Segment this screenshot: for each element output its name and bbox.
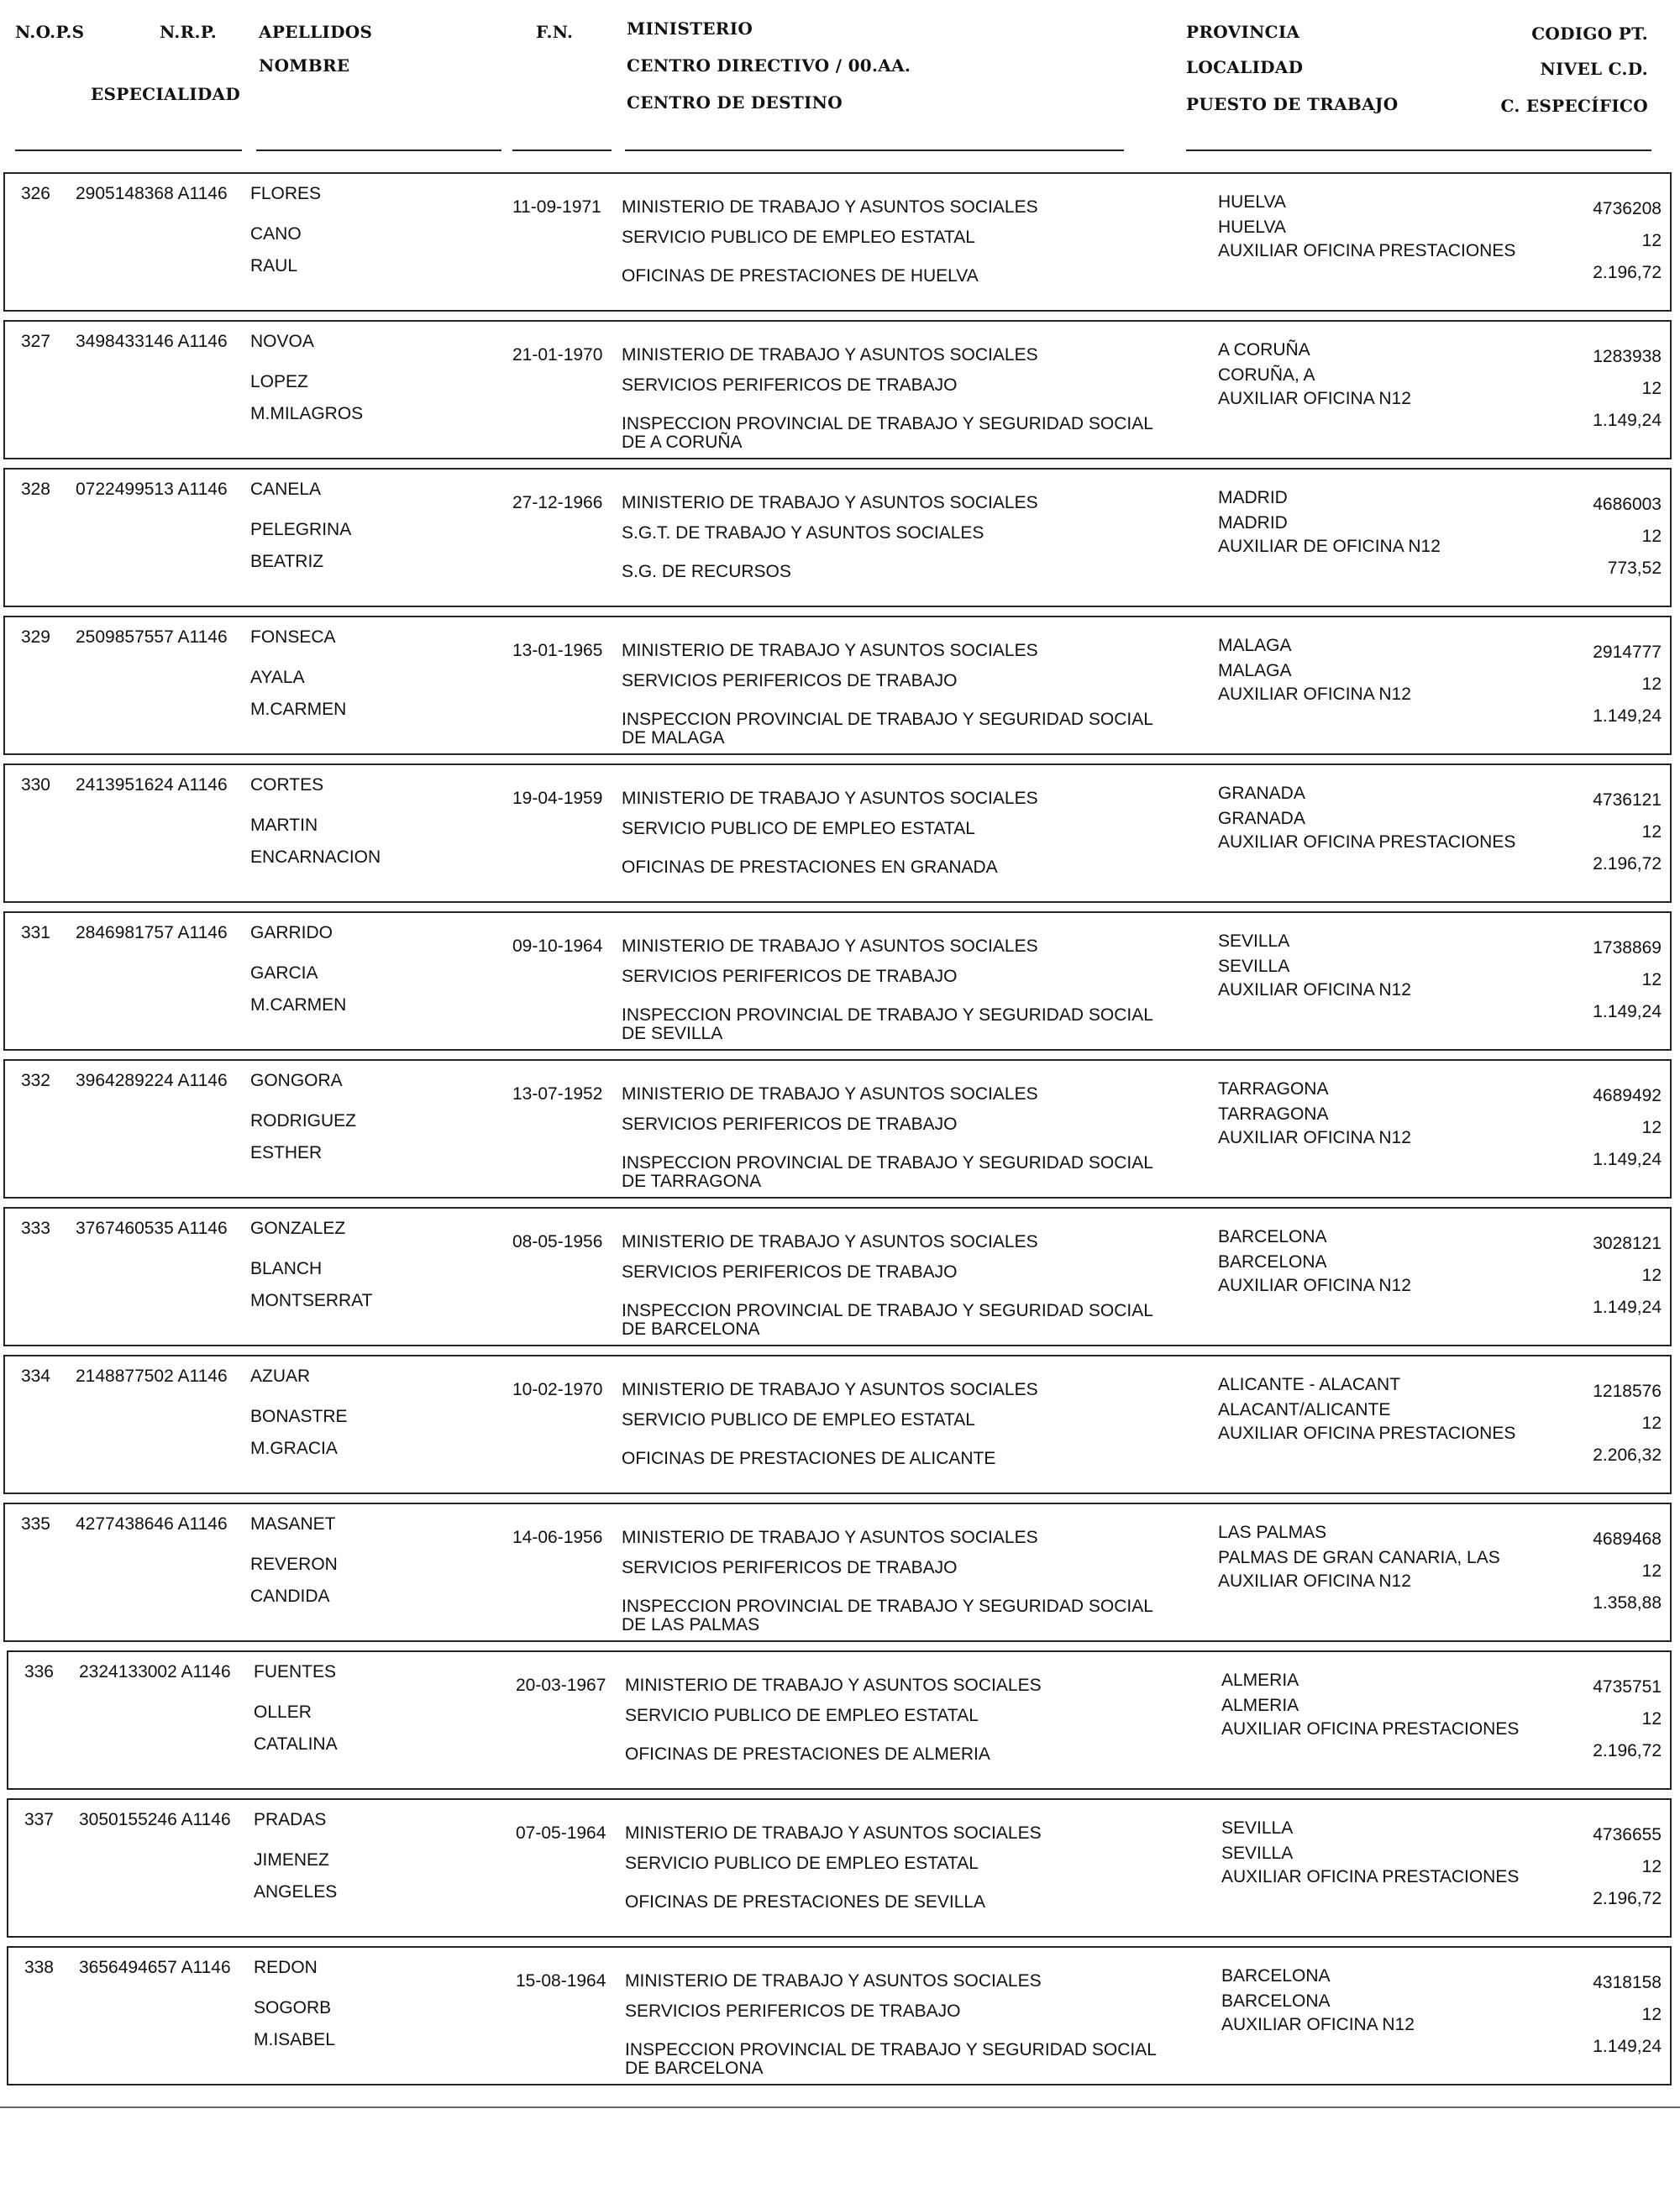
record-ministerio: MINISTERIO DE TRABAJO Y ASUNTOS SOCIALES [622,1084,1038,1104]
record-centro-destino: S.G. DE RECURSOS [622,562,791,581]
record-nops: 333 [20,1219,50,1238]
record-fecha-nacimiento: 21-01-1970 [512,345,603,365]
record-fecha-nacimiento: 09-10-1964 [512,936,603,956]
record-338 [7,1946,1672,2085]
header-codigo: CODIGO PT. [1531,24,1648,44]
record-puesto: AUXILIAR OFICINA PRESTACIONES [1218,832,1516,852]
record-puesto: AUXILIAR OFICINA PRESTACIONES [1218,241,1516,260]
record-fecha-nacimiento: 27-12-1966 [512,493,603,512]
record-nrp: 4277438646 A1146 [76,1514,228,1534]
record-nrp: 3050155246 A1146 [79,1810,231,1829]
record-complemento-especifico: 1.149,24 [1593,2037,1662,2056]
record-329 [3,616,1672,755]
record-centro-directivo: SERVICIO PUBLICO DE EMPLEO ESTATAL [622,228,975,247]
record-nombre: ANGELES [254,1882,338,1902]
record-localidad: ALACANT/ALICANTE [1218,1400,1391,1419]
record-codigo-pt: 4736208 [1593,199,1662,218]
record-336 [7,1650,1672,1790]
record-centro-directivo: SERVICIOS PERIFERICOS DE TRABAJO [622,1262,958,1282]
record-apellido2: AYALA [250,668,305,687]
record-apellido1: NOVOA [250,332,314,351]
record-localidad: TARRAGONA [1218,1104,1329,1124]
record-codigo-pt: 1218576 [1593,1382,1662,1401]
record-centro-destino: OFICINAS DE PRESTACIONES DE ALMERIA [625,1744,990,1764]
record-puesto: AUXILIAR OFICINA N12 [1221,2015,1415,2034]
record-nops: 336 [24,1662,54,1681]
record-apellido2: CANO [250,224,302,244]
record-331 [3,911,1672,1051]
record-localidad: PALMAS DE GRAN CANARIA, LAS [1218,1548,1500,1567]
record-fecha-nacimiento: 13-01-1965 [512,641,603,660]
record-complemento-especifico: 1.149,24 [1593,706,1662,726]
header-rule-apellidos [256,150,501,151]
record-codigo-pt: 2914777 [1593,643,1662,662]
header-especifico: C. ESPECÍFICO [1500,96,1648,116]
record-ministerio: MINISTERIO DE TRABAJO Y ASUNTOS SOCIALES [622,789,1038,808]
record-centro-directivo: SERVICIO PUBLICO DE EMPLEO ESTATAL [625,1706,979,1725]
record-327 [3,320,1672,459]
record-codigo-pt: 1738869 [1593,938,1662,957]
record-nrp: 0722499513 A1146 [76,480,228,499]
record-332 [3,1059,1672,1199]
record-centro-destino-cont: DE TARRAGONA [622,1172,762,1191]
record-centro-directivo: SERVICIO PUBLICO DE EMPLEO ESTATAL [622,1410,975,1430]
record-333 [3,1207,1672,1346]
record-nivel-cd: 12 [1641,1266,1662,1285]
record-nops: 332 [20,1071,50,1090]
record-puesto: AUXILIAR OFICINA N12 [1218,1128,1411,1147]
record-fecha-nacimiento: 07-05-1964 [516,1823,606,1843]
record-nrp: 2905148368 A1146 [76,184,228,203]
record-nivel-cd: 12 [1641,527,1662,546]
record-centro-directivo: SERVICIOS PERIFERICOS DE TRABAJO [622,375,958,395]
record-apellido1: CORTES [250,775,324,795]
record-nrp: 3964289224 A1146 [76,1071,228,1090]
record-provincia: SEVILLA [1218,931,1290,951]
record-nops: 331 [20,923,50,942]
record-centro-directivo: S.G.T. DE TRABAJO Y ASUNTOS SOCIALES [622,523,984,543]
record-puesto: AUXILIAR OFICINA N12 [1218,980,1411,999]
header-puesto: PUESTO DE TRABAJO [1186,94,1399,114]
record-ministerio: MINISTERIO DE TRABAJO Y ASUNTOS SOCIALES [622,493,1038,512]
record-328 [3,468,1672,607]
record-centro-destino-cont: DE LAS PALMAS [622,1615,760,1634]
record-provincia: ALICANTE - ALACANT [1218,1375,1401,1394]
record-centro-directivo: SERVICIO PUBLICO DE EMPLEO ESTATAL [622,819,975,838]
record-fecha-nacimiento: 19-04-1959 [512,789,603,808]
record-centro-destino-cont: DE A CORUÑA [622,433,743,452]
record-centro-destino: INSPECCION PROVINCIAL DE TRABAJO Y SEGURIDAD SOCIAL [622,1597,1153,1616]
record-ministerio: MINISTERIO DE TRABAJO Y ASUNTOS SOCIALES [622,641,1038,660]
record-codigo-pt: 4689492 [1593,1086,1662,1105]
record-localidad: BARCELONA [1221,1991,1331,2011]
record-apellido2: BONASTRE [250,1407,348,1426]
record-nivel-cd: 12 [1641,1709,1662,1729]
record-apellido2: REVERON [250,1555,338,1574]
record-centro-destino-cont: DE MALAGA [622,728,725,748]
record-centro-directivo: SERVICIOS PERIFERICOS DE TRABAJO [622,967,958,986]
record-nombre: ENCARNACION [250,847,381,867]
record-provincia: MADRID [1218,488,1288,507]
record-fecha-nacimiento: 15-08-1964 [516,1971,606,1991]
record-puesto: AUXILIAR OFICINA PRESTACIONES [1218,1424,1516,1443]
record-provincia: TARRAGONA [1218,1079,1329,1099]
record-provincia: BARCELONA [1218,1227,1327,1246]
record-centro-destino: INSPECCION PROVINCIAL DE TRABAJO Y SEGURIDAD SOCIAL [625,2040,1157,2059]
record-ministerio: MINISTERIO DE TRABAJO Y ASUNTOS SOCIALES [622,197,1038,217]
record-ministerio: MINISTERIO DE TRABAJO Y ASUNTOS SOCIALES [622,1528,1038,1547]
record-codigo-pt: 1283938 [1593,347,1662,366]
record-complemento-especifico: 2.196,72 [1593,263,1662,282]
record-fecha-nacimiento: 08-05-1956 [512,1232,603,1251]
record-ministerio: MINISTERIO DE TRABAJO Y ASUNTOS SOCIALES [622,1232,1038,1251]
record-nops: 335 [20,1514,50,1534]
record-ministerio: MINISTERIO DE TRABAJO Y ASUNTOS SOCIALES [625,1676,1042,1695]
record-fecha-nacimiento: 14-06-1956 [512,1528,603,1547]
record-centro-directivo: SERVICIOS PERIFERICOS DE TRABAJO [622,1115,958,1134]
record-centro-destino: OFICINAS DE PRESTACIONES EN GRANADA [622,858,998,877]
header-especialidad: ESPECIALIDAD [91,84,240,104]
record-complemento-especifico: 2.196,72 [1593,854,1662,874]
record-nrp: 3767460535 A1146 [76,1219,228,1238]
header-ministerio: MINISTERIO [627,18,753,39]
record-complemento-especifico: 1.149,24 [1593,411,1662,430]
record-nivel-cd: 12 [1641,1561,1662,1581]
record-apellido1: GONGORA [250,1071,343,1090]
record-nops: 334 [20,1367,50,1386]
header-nivel: NIVEL C.D. [1540,59,1648,79]
record-provincia: LAS PALMAS [1218,1523,1327,1542]
record-apellido2: LOPEZ [250,372,308,391]
record-centro-destino: INSPECCION PROVINCIAL DE TRABAJO Y SEGURIDAD SOCIAL [622,1005,1153,1025]
record-nombre: CATALINA [254,1734,338,1754]
record-nombre: M.ISABEL [254,2030,335,2049]
record-fecha-nacimiento: 13-07-1952 [512,1084,603,1104]
record-centro-directivo: SERVICIOS PERIFERICOS DE TRABAJO [622,1558,958,1577]
record-puesto: AUXILIAR DE OFICINA N12 [1218,537,1441,556]
record-centro-destino: OFICINAS DE PRESTACIONES DE ALICANTE [622,1449,996,1468]
record-localidad: MALAGA [1218,661,1292,680]
record-localidad: GRANADA [1218,809,1305,828]
record-centro-destino-cont: DE SEVILLA [622,1024,723,1043]
record-apellido2: JIMENEZ [254,1850,329,1870]
record-nivel-cd: 12 [1641,231,1662,250]
record-apellido2: PELEGRINA [250,520,352,539]
record-localidad: MADRID [1218,513,1288,533]
record-nrp: 2324133002 A1146 [79,1662,231,1681]
record-localidad: CORUÑA, A [1218,365,1315,385]
record-nops: 328 [20,480,50,499]
header-fn: F.N. [536,22,574,42]
record-nombre: M.MILAGROS [250,404,364,423]
record-puesto: AUXILIAR OFICINA N12 [1218,389,1411,408]
header-centro-directivo: CENTRO DIRECTIVO / 00.AA. [627,55,911,76]
record-centro-destino: INSPECCION PROVINCIAL DE TRABAJO Y SEGURIDAD SOCIAL [622,414,1153,433]
record-nrp: 2846981757 A1146 [76,923,228,942]
record-provincia: SEVILLA [1221,1818,1294,1838]
record-localidad: HUELVA [1218,218,1286,237]
record-nrp: 2413951624 A1146 [76,775,228,795]
record-centro-destino-cont: DE BARCELONA [622,1319,760,1339]
record-apellido1: FLORES [250,184,322,203]
record-nops: 338 [24,1958,54,1977]
record-apellido2: BLANCH [250,1259,323,1278]
record-puesto: AUXILIAR OFICINA PRESTACIONES [1221,1867,1520,1886]
record-nrp: 2509857557 A1146 [76,627,228,647]
record-centro-destino-cont: DE BARCELONA [625,2059,764,2078]
record-nivel-cd: 12 [1641,1414,1662,1433]
record-complemento-especifico: 1.149,24 [1593,1150,1662,1169]
record-nops: 327 [20,332,50,351]
record-335 [3,1503,1672,1642]
record-nombre: ESTHER [250,1143,323,1162]
record-nivel-cd: 12 [1641,379,1662,398]
record-nivel-cd: 12 [1641,674,1662,694]
record-apellido1: REDON [254,1958,318,1977]
header-rule-ministerio [625,150,1124,151]
record-puesto: AUXILIAR OFICINA N12 [1218,1276,1411,1295]
record-codigo-pt: 4686003 [1593,495,1662,514]
record-localidad: SEVILLA [1218,957,1290,976]
record-ministerio: MINISTERIO DE TRABAJO Y ASUNTOS SOCIALES [625,1971,1042,1991]
record-nrp: 3656494657 A1146 [79,1958,231,1977]
header-nops: N.O.P.S [15,22,85,42]
record-apellido1: FONSECA [250,627,336,647]
record-provincia: GRANADA [1218,784,1305,803]
record-apellido1: FUENTES [254,1662,337,1681]
header-localidad: LOCALIDAD [1186,57,1304,77]
record-centro-directivo: SERVICIO PUBLICO DE EMPLEO ESTATAL [625,1854,979,1873]
record-fecha-nacimiento: 20-03-1967 [516,1676,606,1695]
record-nops: 326 [20,184,50,203]
header-rule-provincia [1186,150,1651,151]
record-nombre: MONTSERRAT [250,1291,373,1310]
header-nombre: NOMBRE [259,55,350,76]
record-puesto: AUXILIAR OFICINA N12 [1218,685,1411,704]
record-codigo-pt: 4735751 [1593,1677,1662,1697]
record-fecha-nacimiento: 11-09-1971 [512,197,601,217]
record-nivel-cd: 12 [1641,1118,1662,1137]
record-nops: 330 [20,775,50,795]
record-334 [3,1355,1672,1494]
record-nrp: 2148877502 A1146 [76,1367,228,1386]
record-puesto: AUXILIAR OFICINA N12 [1218,1571,1411,1591]
record-apellido2: SOGORB [254,1998,332,2017]
record-apellido2: GARCIA [250,963,318,983]
record-326 [3,172,1672,312]
record-centro-directivo: SERVICIOS PERIFERICOS DE TRABAJO [625,2002,961,2021]
record-ministerio: MINISTERIO DE TRABAJO Y ASUNTOS SOCIALES [625,1823,1042,1843]
record-330 [3,763,1672,903]
record-apellido1: GARRIDO [250,923,333,942]
record-codigo-pt: 4318158 [1593,1973,1662,1992]
record-localidad: ALMERIA [1221,1696,1299,1715]
record-nivel-cd: 12 [1641,970,1662,989]
record-337 [7,1798,1672,1938]
record-ministerio: MINISTERIO DE TRABAJO Y ASUNTOS SOCIALES [622,1380,1038,1399]
record-centro-destino: INSPECCION PROVINCIAL DE TRABAJO Y SEGURIDAD SOCIAL [622,710,1153,729]
record-nops: 337 [24,1810,54,1829]
record-nombre: CANDIDA [250,1587,330,1606]
record-complemento-especifico: 2.196,72 [1593,1741,1662,1760]
record-provincia: HUELVA [1218,192,1286,212]
record-centro-destino: OFICINAS DE PRESTACIONES DE SEVILLA [625,1892,986,1912]
record-codigo-pt: 3028121 [1593,1234,1662,1253]
record-fecha-nacimiento: 10-02-1970 [512,1380,603,1399]
header-nrp: N.R.P. [160,22,218,42]
header-rule-fn [512,150,612,151]
record-nivel-cd: 12 [1641,2005,1662,2024]
record-complemento-especifico: 2.196,72 [1593,1889,1662,1908]
record-codigo-pt: 4689468 [1593,1529,1662,1549]
record-centro-destino: INSPECCION PROVINCIAL DE TRABAJO Y SEGURIDAD SOCIAL [622,1301,1153,1320]
record-codigo-pt: 4736655 [1593,1825,1662,1844]
record-nombre: M.CARMEN [250,995,347,1015]
record-apellido1: AZUAR [250,1367,311,1386]
record-complemento-especifico: 773,52 [1607,559,1662,578]
record-provincia: BARCELONA [1221,1966,1331,1986]
record-apellido2: RODRIGUEZ [250,1111,356,1131]
record-apellido2: MARTIN [250,816,318,835]
header-apellidos: APELLIDOS [259,22,373,42]
record-provincia: A CORUÑA [1218,340,1310,359]
record-nops: 329 [20,627,50,647]
record-complemento-especifico: 1.149,24 [1593,1002,1662,1021]
record-puesto: AUXILIAR OFICINA PRESTACIONES [1221,1719,1520,1739]
header-centro-destino: CENTRO DE DESTINO [627,92,843,113]
header-rule-nops [15,150,242,151]
record-complemento-especifico: 1.358,88 [1593,1593,1662,1613]
record-complemento-especifico: 2.206,32 [1593,1445,1662,1465]
record-apellido1: GONZALEZ [250,1219,346,1238]
record-apellido1: CANELA [250,480,322,499]
record-nombre: M.GRACIA [250,1439,338,1458]
record-nombre: M.CARMEN [250,700,347,719]
record-localidad: BARCELONA [1218,1252,1327,1272]
record-nombre: BEATRIZ [250,552,324,571]
record-codigo-pt: 4736121 [1593,790,1662,810]
page-bottom-rule [0,2106,1680,2108]
record-centro-directivo: SERVICIOS PERIFERICOS DE TRABAJO [622,671,958,690]
record-complemento-especifico: 1.149,24 [1593,1298,1662,1317]
record-localidad: SEVILLA [1221,1844,1294,1863]
record-nrp: 3498433146 A1146 [76,332,228,351]
record-apellido1: MASANET [250,1514,336,1534]
record-ministerio: MINISTERIO DE TRABAJO Y ASUNTOS SOCIALES [622,345,1038,365]
record-apellido1: PRADAS [254,1810,327,1829]
record-apellido2: OLLER [254,1702,312,1722]
record-nivel-cd: 12 [1641,1857,1662,1876]
record-provincia: MALAGA [1218,636,1292,655]
record-nivel-cd: 12 [1641,822,1662,842]
record-nombre: RAUL [250,256,298,275]
record-centro-destino: OFICINAS DE PRESTACIONES DE HUELVA [622,266,979,286]
record-ministerio: MINISTERIO DE TRABAJO Y ASUNTOS SOCIALES [622,936,1038,956]
header-provincia: PROVINCIA [1186,22,1300,42]
record-provincia: ALMERIA [1221,1671,1299,1690]
record-centro-destino: INSPECCION PROVINCIAL DE TRABAJO Y SEGURIDAD SOCIAL [622,1153,1153,1173]
